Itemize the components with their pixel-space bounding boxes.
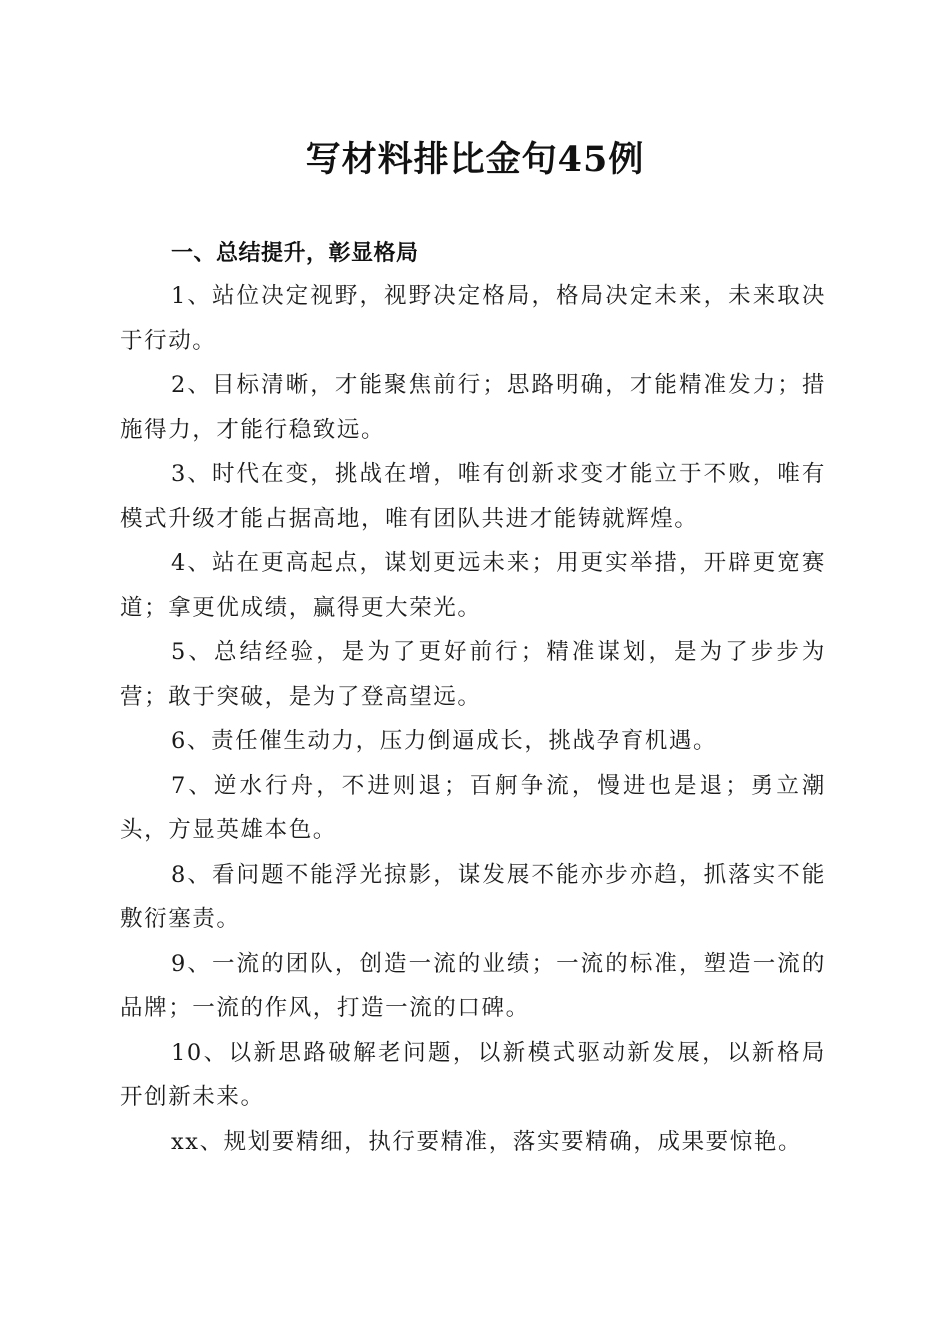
list-item-2: 2、目标清晰，才能聚焦前行；思路明确，才能精准发力；措施得力，才能行稳致远。 — [120, 372, 826, 443]
list-item-6: 6、责任催生动力，压力倒逼成长，挑战孕育机遇。 — [171, 728, 718, 754]
list-item-8: 8、看问题不能浮光掠影，谋发展不能亦步亦趋，抓落实不能敷衍塞责。 — [120, 861, 826, 932]
document-title: 写材料排比金句45例 — [305, 139, 645, 180]
section-heading: 一、总结提升，彰显格局 — [171, 241, 419, 266]
list-item-7: 7、逆水行舟，不进则退；百舸争流，慢进也是退；勇立潮头，方显英雄本色。 — [120, 772, 826, 843]
list-item-5: 5、总结经验，是为了更好前行；精准谋划，是为了步步为营；敢于突破，是为了登高望远。 — [120, 639, 826, 710]
list-item-10: 10、以新思路破解老问题，以新模式驱动新发展，以新格局开创新未来。 — [120, 1039, 826, 1110]
document-body — [120, 234, 826, 1164]
list-item-3: 3、时代在变，挑战在增，唯有创新求变才能立于不败，唯有模式升级才能占据高地，唯有团队共进才能铸就辉煌。 — [120, 461, 826, 532]
list-item-9: 9、一流的团队，创造一流的业绩；一流的标准，塑造一流的品牌；一流的作风，打造一流的口碑。 — [120, 950, 826, 1021]
list-item-xx: xx、规划要精细，执行要精准，落实要精确，成果要惊艳。 — [171, 1128, 803, 1155]
list-item-4: 4、站在更高起点，谋划更远未来；用更实举措，开辟更宽赛道；拿更优成绩，赢得更大荣光。 — [120, 550, 826, 621]
list-item-1: 1、站位决定视野，视野决定格局，格局决定未来，未来取决于行动。 — [120, 283, 826, 354]
